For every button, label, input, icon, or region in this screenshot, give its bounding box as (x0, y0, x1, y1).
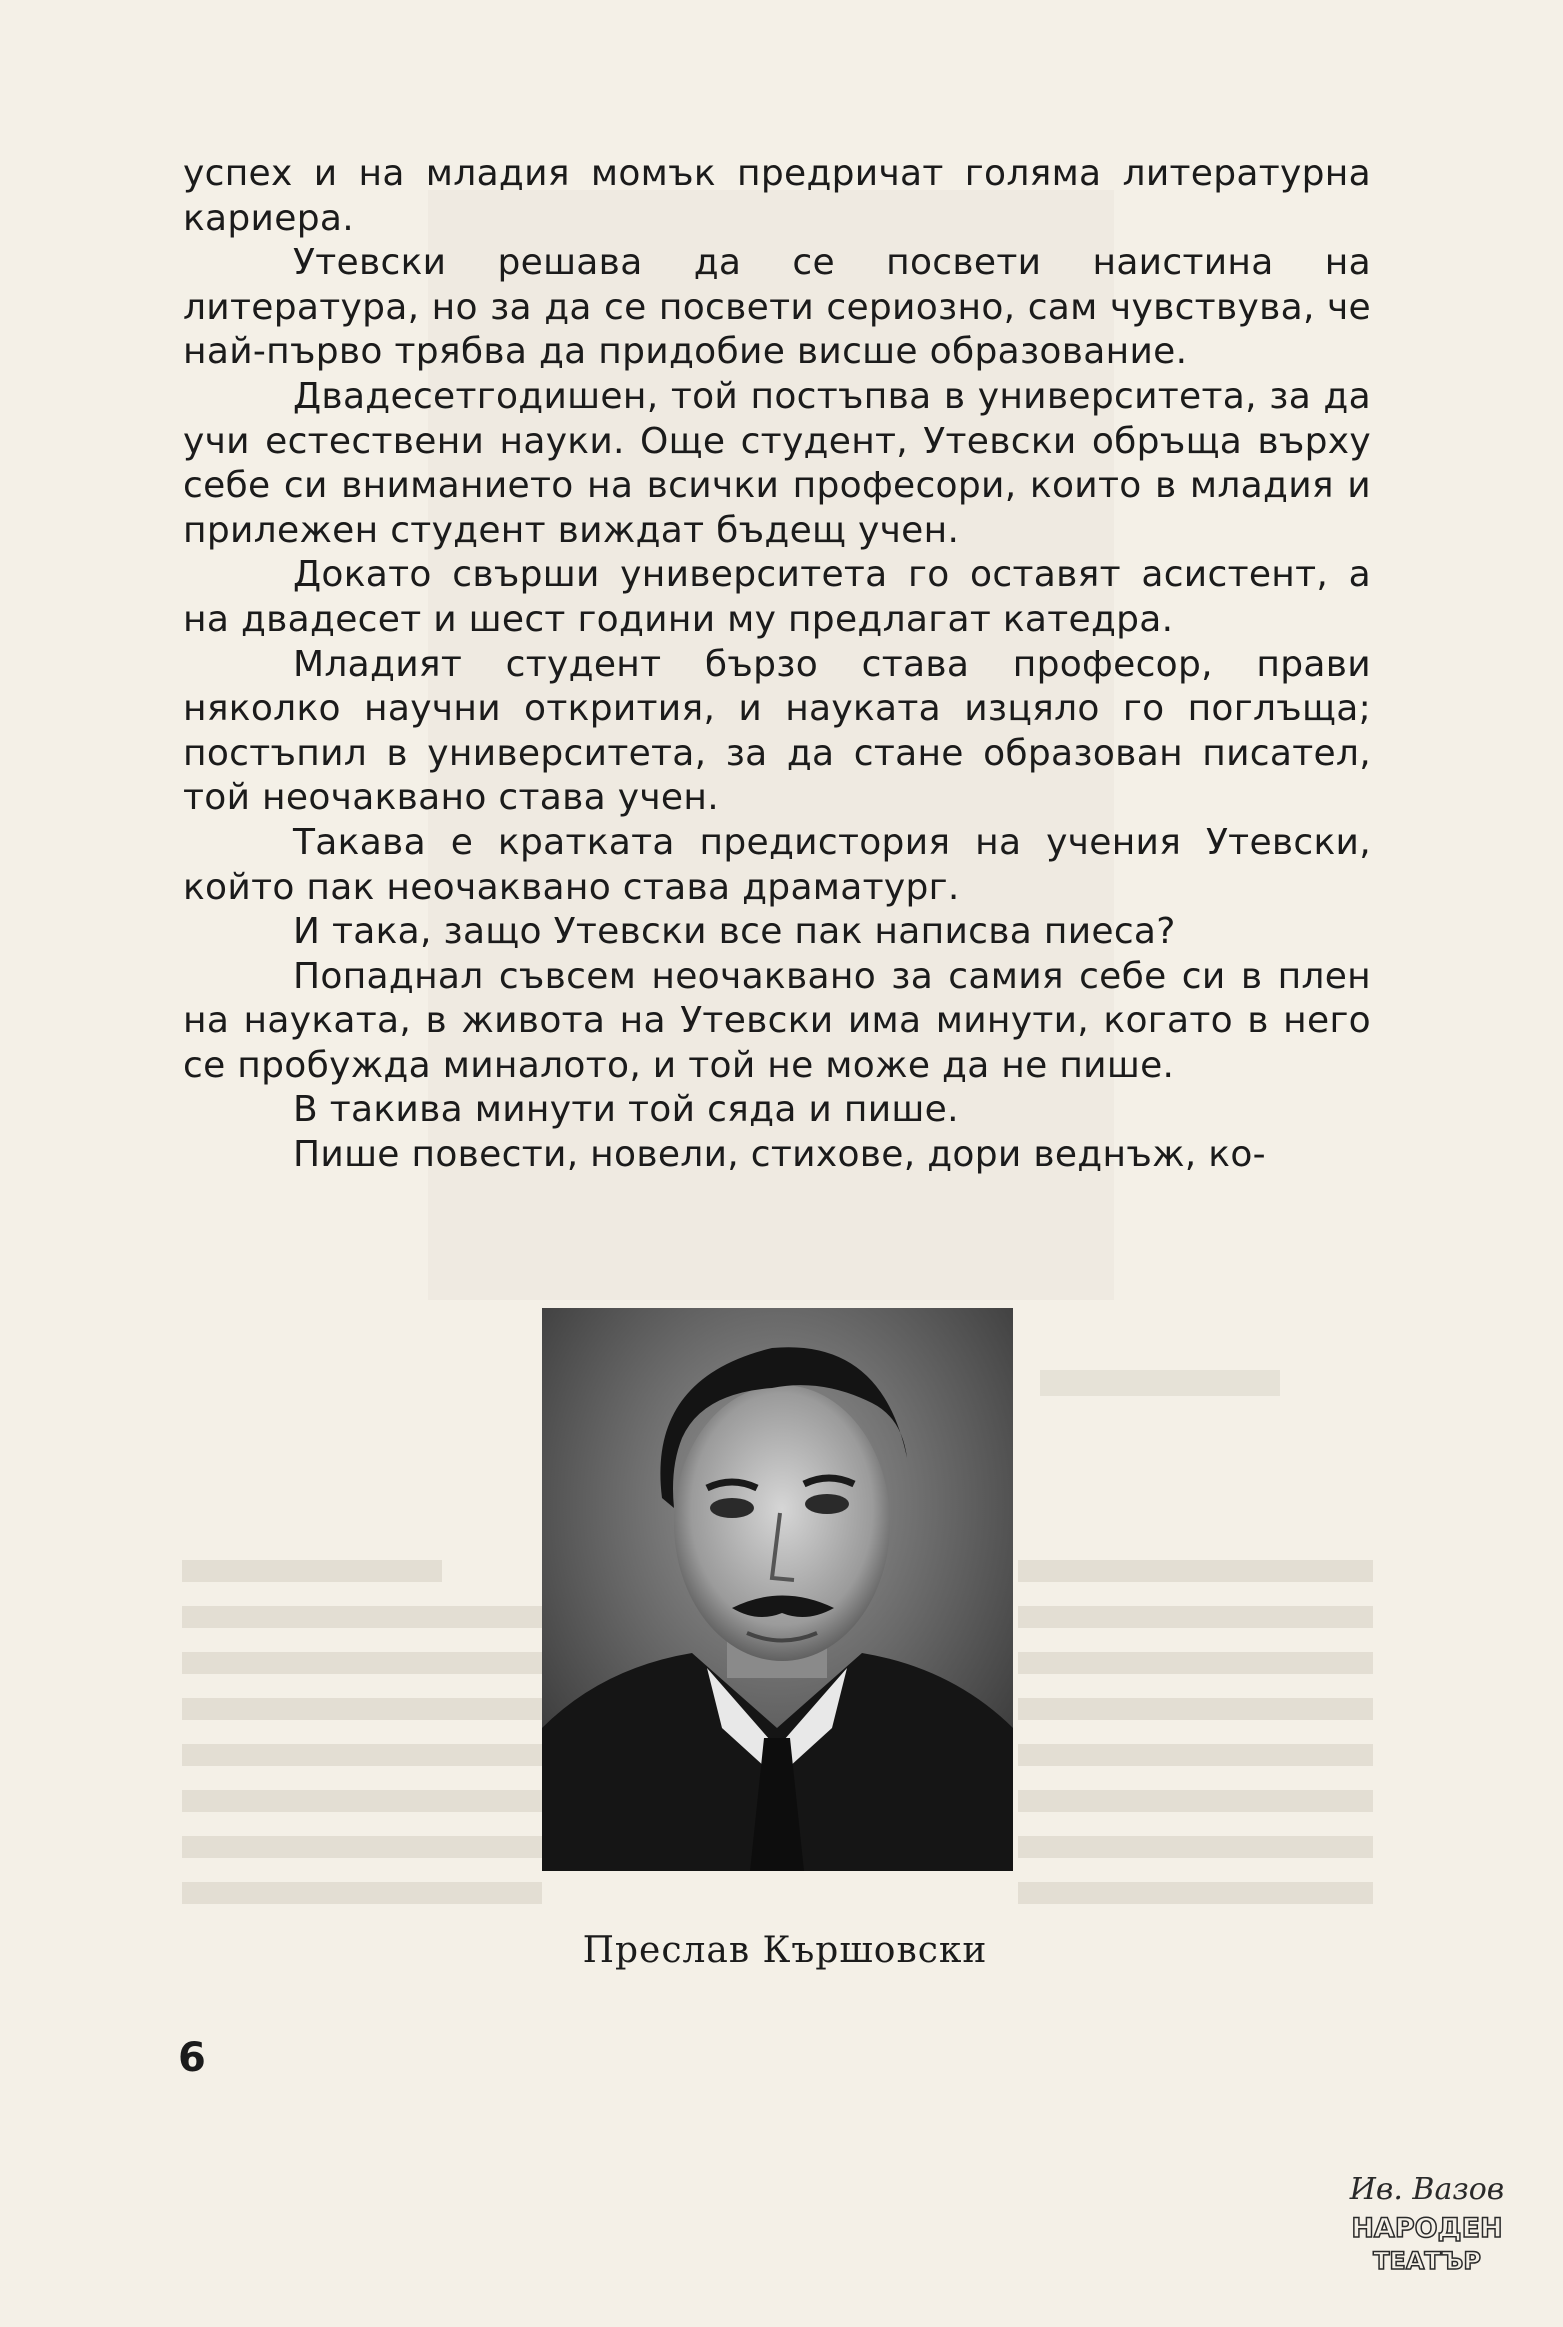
portrait-photo (542, 1308, 1013, 1871)
paragraph: успех и на младия момък предричат голяма литературна кариера. (183, 153, 1371, 239)
national-theatre-logo (1335, 2165, 1520, 2285)
paragraph: Докато свърши университета го оставят асистент, а на двадесет и шест години му предлагат катедра. (183, 554, 1371, 640)
paragraph: Такава е кратката предистория на учения Утевски, който пак неочаквано става драматург. (183, 821, 1371, 908)
portrait-drawing (542, 1308, 1013, 1871)
paragraph: Младият студент бързо става професор, прави няколко научни открития, и науката изцяло го поглъща; постъпил в университета, за да стане образован писател, той неочаквано става учен. (183, 643, 1371, 819)
paragraph: Попаднал съвсем неочаквано за самия себе си в плен на науката, в живота на Утевски има минути, когато в него се пробужда миналото, и той не може да не пише. (183, 955, 1371, 1086)
paragraph: Двадесетгодишен, той постъпва в университета, за да учи естествени науки. Още студент, Утевски обръща върху себе си вниманието на всички професори, които в младия и прилежен студент виждат бъдещ учен. (183, 375, 1371, 551)
paragraph: И така, защо Утевски все пак написва пиеса? (293, 911, 1176, 953)
paragraph: В такива минути той сяда и пише. (293, 1089, 959, 1131)
paragraph: Утевски решава да се посвети наистина на литература, но за да се посвети сериозно, сам чувствува, че най-първо трябва да придобие висше образование. (183, 242, 1371, 373)
paragraph: Пише повести, новели, стихове, дори веднъж, ко- (293, 1134, 1266, 1176)
logo-line2: ТЕАТЪР (1373, 2247, 1481, 2275)
logo-signature: Ив. Вазов (1349, 2172, 1505, 2207)
logo-line1: НАРОДЕН (1351, 2213, 1503, 2244)
body-text (183, 152, 1371, 1178)
page-number: 6 (178, 2035, 206, 2081)
photo-caption: Преслав Кършовски (582, 1930, 988, 1971)
